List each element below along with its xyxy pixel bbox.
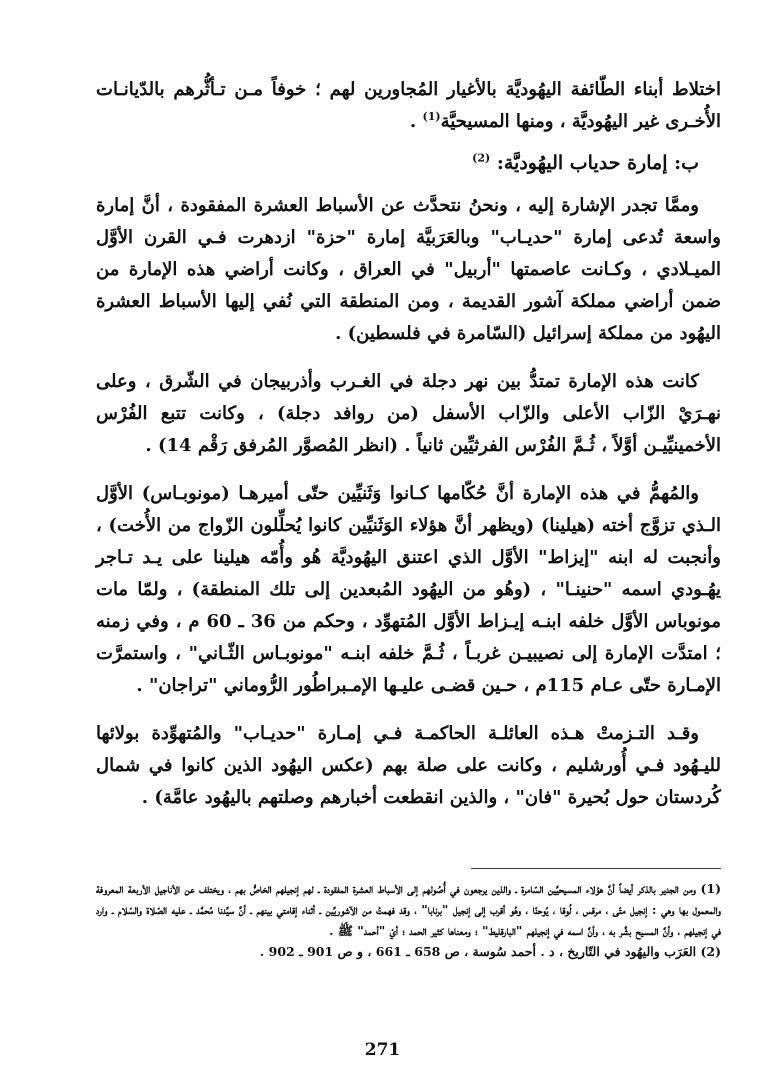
page-number: 271 xyxy=(364,1040,401,1060)
main-text xyxy=(96,74,721,830)
footnotes xyxy=(96,878,721,962)
paragraph-3: كانت هذه الإمارة تمتدُّ بين نهر دجلة في الغـرب وأذربيجان في الشّرق ، وعلى نهـرَيْ الزّاب الأعلى والزّاب الأسفل (من روافد دجلة) ، وكانت تتبع الفُرْس الأخمينيِّيـن أوَّلاً ، ثُـمَّ الفُرْس الفرثيِّين ثانياً . (انظر المُصوَّر المُرفق رَقْم 14) . xyxy=(96,371,721,456)
section-heading xyxy=(96,148,721,178)
section-heading-text: ب: إمارة حدياب اليهُوديَّة: xyxy=(496,152,699,174)
paragraph-4: والمُهمُّ في هذه الإمارة أنَّ حُكّامها كـانوا وَثَنيِّين حتّى أميرهـا (مونوبـاس) الأوَّل الـذي تزوَّج أخته (هيلينا) (ويظهر أنَّ هؤلاء الوَثَنيِّين كانوا يُحلِّلون الزّواج من الأُخت) ، وأنجبت له ابنه "إيزاط" الأوَّل الذي اعتنق اليهُوديَّة هُو وأُمّه هيلينا على يـد تـاجر يهُـودي اسمه "حنينـا" ، (وهُو من اليهُود المُبعدين إلى تلك المنطقة) ، ولمّا مات مونوباس الأوَّل خلفه ابنـه إيـزاط الأوَّل المُتهوِّد ، وحكم من 36 ـ 60 م ، وفي زمنه ؛ امتدَّت الإمارة إلى نصيبيـن غربـاً ، ثُـمَّ خلفه ابنـه "مونوبـاس الثّـاني" ، واستمرَّت الإمـارة حتّى عـام 115م ، حـين قضـى عليـها الإمـبراطُور الرُّوماني "تراجان" . xyxy=(96,483,721,696)
footnote-2: (2) العَرَب واليهُود في التّاريخ ، د . أحمد سُوسة ، ص 658 ـ 661 ، و ص 901 ـ 902 . xyxy=(259,944,721,959)
paragraph-1 xyxy=(96,74,721,138)
footnote-1: (1) ومن الجدير بالذكر أيضاً أنَّ هؤلاء المسيحيِّين السّامرة ـ والذين يرجعون في أُصُولهم إلى الأسباط العشرة المفقودة ـ لهم إنجيلهم الخاصُّ بهم ، ويختلف عن الأناجيل الأربعة المعروفة والمعمول بها وهي : إنجيل متّى ، مرقس ، لُوقا ، يُوحنّا ، وهُو أقرب إلى إنجيل "برنابا" ، وقد فهمتُ من الآشوريِّين ـ أثناء إقامتي بينهم ـ أنَّ سيِّدنا مُحمَّد ـ عليه الصّلاة والسّلام ـ وارد في إنجيلهم ، وأنَّ المسيح بشَّر به ، وأنَّ اسمه في إنجيلهم "البارقليط" ؛ ومعناها كثير الحمد ؛ أيْ "أحمد" ﷺ . xyxy=(96,881,721,938)
footnote-ref-2: (2) xyxy=(472,151,491,165)
paragraph-1-text: اختلاط أبناء الطّائفة اليهُوديَّة بالأغيار المُجاورين لهم ؛ خوفاً مـن تـأثُّرهم بالدّيانـات الأُخـرى غير اليهُوديَّة ، ومنها المسيحيَّة xyxy=(96,79,721,132)
footnote-divider xyxy=(471,868,721,869)
paragraph-1-tail: . xyxy=(409,111,423,132)
paragraph-2: وممَّا تجدر الإشارة إليه ، ونحنُ نتحدَّث عن الأسباط العشرة المفقودة ، أنَّ إمارة واسعة تُدعى إمارة "حديـاب" وبالعَرَبيَّة إمارة "حزة" ازدهرت فـي القرن الأوَّل الميـلادي ، وكـانت عاصمتها "أربيل" في العراق ، وكانت أراضي هذه الإمارة من ضمن أراضي مملكة آشور القديمة ، ومن المنطقة التي نُفي إليها الأسباط العشرة اليهُود من مملكة إسرائيل (السّامرة في فلسطين) . xyxy=(96,195,721,344)
paragraph-5: وقـد التـزمتْ هـذه العائلـة الحاكمـة فـي إمـارة "حديـاب" والمُتهوِّدة بولائها لليـهُود فـي أُورشليم ، وكانت على صلة بهم (عكس اليهُود الذين كانوا في شمال كُردستان حول بُحيرة "فان" ، والذين انقطعت أخبارهم وصلتهم باليهُود عامَّة) . xyxy=(96,723,721,808)
footnote-ref-1: (1) xyxy=(422,110,441,123)
